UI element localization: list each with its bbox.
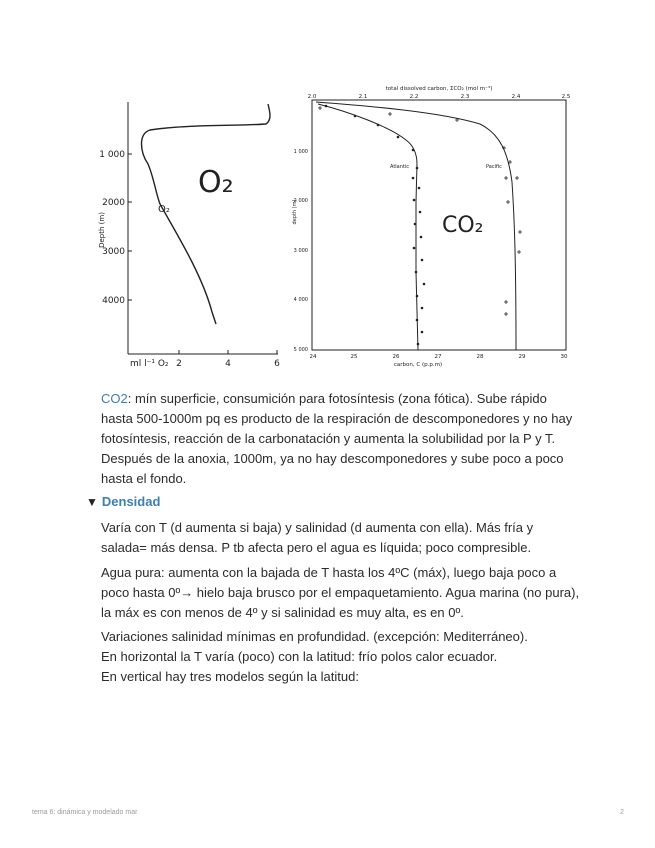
co2-y-tick: 2 000 [293,198,308,204]
o2-y-axis-label: Depth (m) [98,212,106,248]
co2-top-tick: 2.4 [511,94,521,100]
co2-plot-frame [312,100,566,350]
o2-x-unit-label: ml l⁻¹ O₂ [130,359,169,369]
co2-top-tick: 2.5 [561,94,571,100]
o2-y-tick: 1 000 [99,150,125,160]
co2-top-tick: 2.3 [460,94,470,100]
co2-y-axis-label: depth (m) [292,199,298,225]
co2-y-tick: 1 000 [293,149,308,155]
densidad-heading[interactable]: Densidad [101,494,161,509]
o2-y-tick: 4000 [102,296,125,306]
density-paragraph-1: Varía con T (d aumenta si baja) y salinidad (d aumenta con ella). Más fría y salada= más densa. P tb afecta pero el agua es líquida; poco compresible. [101,520,534,555]
o2-y-tick: 2000 [102,198,125,208]
footer-document-title: tema 6: dinámica y modelado mar [32,809,138,816]
paragraph-line: Variaciones salinidad mínimas en profundidad. (excepción: Mediterráneo). [101,629,528,644]
density-paragraph-3 [101,627,581,687]
o2-y-tick: 3000 [102,247,125,257]
co2-bottom-tick: 26 [392,354,400,360]
o2-handwritten-label: O₂ [198,165,234,200]
o2-x-tick: 2 [176,359,182,369]
co2-term: CO2 [101,391,128,406]
co2-bottom-tick: 25 [350,354,358,360]
co2-paragraph [101,389,581,489]
co2-top-axis-title: total dissolved carbon, ΣCO₂ (mol m⁻³) [385,86,493,92]
co2-bottom-tick: 28 [476,354,484,360]
co2-top-tick: 2.1 [358,94,368,100]
o2-curve-label: O₂ [158,204,170,215]
co2-bottom-tick: 30 [560,354,568,360]
co2-y-tick: 4 000 [293,297,308,303]
co2-bottom-tick: 24 [309,354,317,360]
o2-x-tick: 6 [274,359,280,369]
atlantic-curve [318,104,418,350]
co2-y-tick: 5 000 [293,347,308,353]
paragraph-line: En horizontal la T varía (poco) con la latitud: frío polos calor ecuador. [101,649,498,664]
densidad-toggle[interactable] [86,492,160,512]
co2-y-tick: 3 000 [293,248,308,254]
co2-bottom-tick: 27 [434,354,442,360]
o2-x-tick: 4 [225,359,231,369]
co2-handwritten-label: CO₂ [442,213,484,238]
oceanographic-profiles-figure [98,82,580,372]
density-paragraph-2: Agua pura: aumenta con la bajada de T hasta los 4ºC (máx), luego baja poco a poco hasta 0º→ hielo baja brusco por el empaquetamiento. Agua marina (no pura), la máx es con menos de 4º y si salinidad es muy alta, es en 0º. [101,565,580,620]
profiles-figure-svg [98,82,580,372]
footer-page-number: 2 [620,809,624,816]
co2-top-tick: 2.2 [409,94,419,100]
co2-top-tick: 2.0 [307,94,317,100]
atlantic-points [325,105,426,346]
co2-description: : mín superficie, consumición para fotosíntesis (zona fótica). Sube rápido hasta 500-1000m pq es producto de la respiración de descomponedores y no hay fotosíntesis, reacción de la carbonatación y aumenta la solubilidad por la P y T. Después de la anoxia, 1000m, ya no hay descomponedores y sube poco a poco hasta el fondo. [101,391,573,486]
co2-bottom-axis-title: carbon, C (p.p.m) [393,362,443,368]
co2-bottom-tick: 29 [518,354,526,360]
paragraph-line: En vertical hay tres modelos según la latitud: [101,669,359,684]
o2-panel [98,102,280,369]
pacific-label: Pacific [486,164,502,170]
co2-panel [292,85,571,368]
toggle-arrow-icon[interactable]: ▼ [86,495,98,509]
atlantic-label: Atlantic [390,164,410,170]
